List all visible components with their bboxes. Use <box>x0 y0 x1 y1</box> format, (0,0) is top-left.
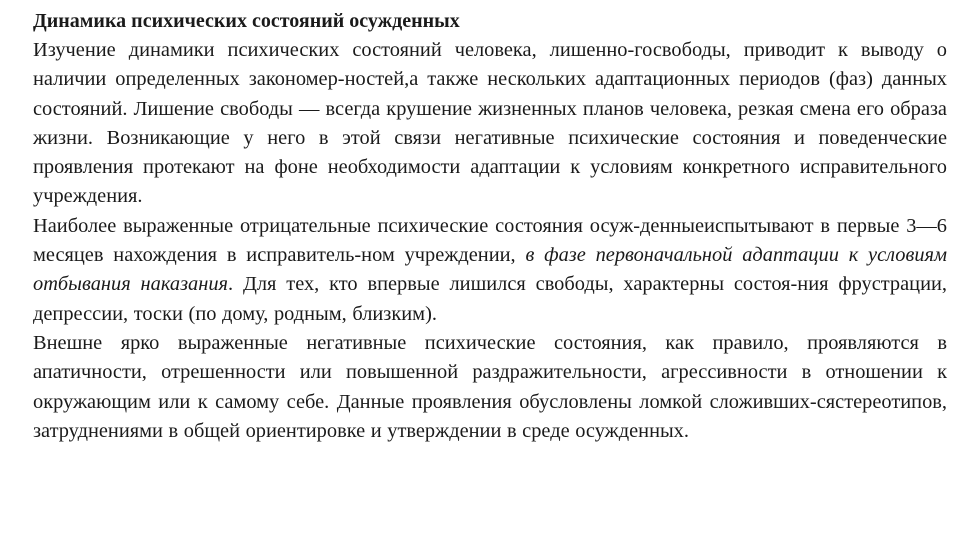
paragraph-3: Внешне ярко выраженные негативные психические состояния, как правило, проявляются в апатичности, отрешенности или повышенной раздражительности, агрессивности в отношении к окружающим или к самому себе. Данные проявления обусловлены ломкой сложивших-сястереотипов, затруднениями в общей ориентировке и утверждении в среде осужденных. <box>33 331 947 442</box>
document-page <box>33 7 947 446</box>
paragraph-1: Изучение динамики психических состояний человека, лишенно-госвободы, приводит к выводу о наличии определенных закономер-ностей,а также нескольких адаптационных периодов (фаз) данных состояний. Лишение свободы — всегда крушение жизненных планов человека, резкая смена его образа жизни. Возникающие у него в этой связи негативные психические состояния и поведенческие проявления протекают на фоне необходимости адаптации к условиям конкретного исправительного учреждения. <box>33 39 947 208</box>
document-title: Динамика психических состояний осужденных <box>33 10 460 32</box>
paragraph-2-text-start: Наиболее выраженные отрицательные психические состояния осуж-денныеиспытывают в первые 3—6 месяцев нахождения в исправитель-ном учреждении, <box>33 214 947 267</box>
paragraph-2 <box>33 212 947 329</box>
paragraph-2-text-end: . Для тех, кто впервые лишился свободы, характерны состоя-ния фрустрации, депрессии, тоски (по дому, родным, близким). <box>33 273 947 325</box>
paragraph-2-italic-phrase: в фазе первоначальной адаптации к условиям отбывания наказания <box>33 244 948 296</box>
